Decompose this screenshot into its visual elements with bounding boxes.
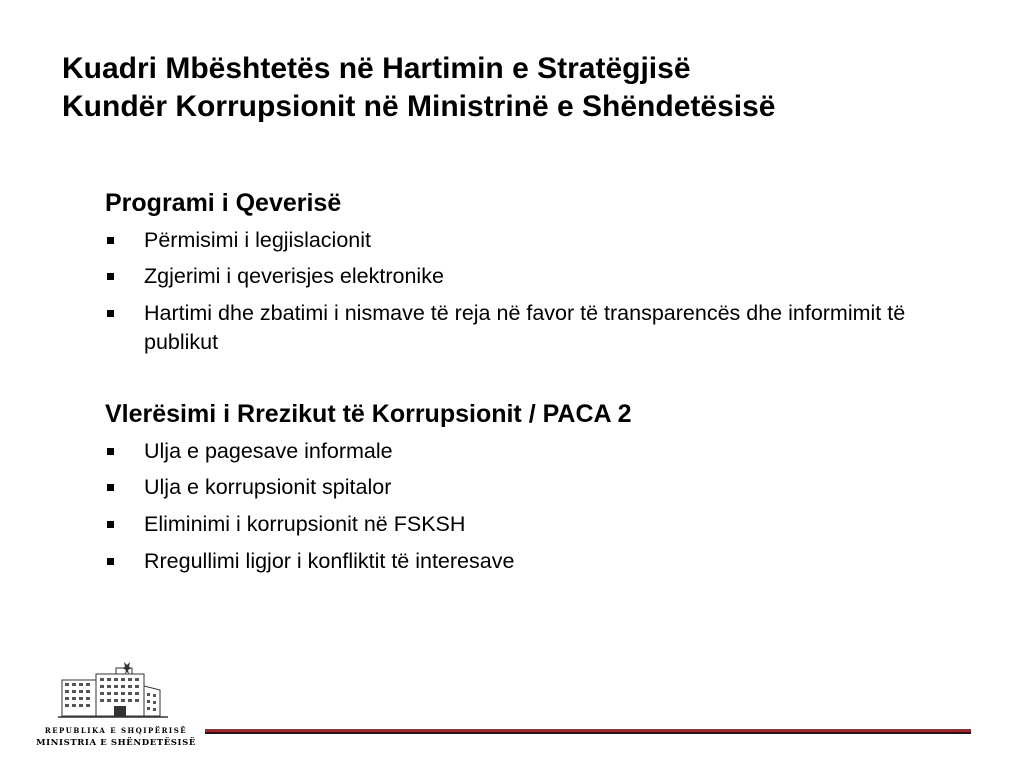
slide-content	[105, 187, 955, 583]
square-bullet-icon	[107, 558, 114, 565]
section-heading: Vlerësimi i Rrezikut të Korrupsionit / PACA 2	[105, 400, 632, 429]
list-item	[105, 262, 955, 292]
list-item-text: Zgjerimi i qeverisjes elektronike	[144, 264, 444, 289]
title-line-2: Kundër Korrupsionit në Ministrinë e Shëndetësisë	[62, 89, 776, 123]
list-item	[105, 299, 955, 358]
list-item	[105, 510, 955, 540]
list-item-text: Ulja e korrupsionit spitalor	[144, 475, 392, 500]
section-risk-assessment	[105, 398, 955, 576]
title-line-1: Kuadri Mbështetës në Hartimin e Stratëgjisë	[62, 52, 691, 85]
section-heading: Programi i Qeverisë	[105, 189, 342, 217]
list-item-text: Ulja e pagesave informale	[144, 438, 393, 463]
square-bullet-icon	[107, 237, 114, 244]
list-item-text: Hartimi dhe zbatimi i nismave të reja në favor të transparencës dhe informimit të publikut	[144, 300, 906, 355]
list-item-text: Përmisimi i legjislacionit	[144, 227, 371, 252]
square-bullet-icon	[107, 273, 114, 280]
list-item-text: Eliminimi i korrupsionit në FSKSH	[144, 511, 466, 536]
list-item	[105, 226, 955, 256]
logo-country-text: REPUBLIKA E SHQIPËRISË	[44, 726, 188, 735]
logo-ministry-text: MINISTRIA E SHËNDETËSISË	[36, 738, 196, 748]
section-government-program	[105, 187, 955, 358]
slide-title	[62, 50, 1002, 125]
list-item-text: Rregullimi ligjor i konfliktit të interesave	[144, 548, 515, 573]
bullet-list	[105, 437, 955, 577]
square-bullet-icon	[107, 310, 114, 317]
bullet-list	[105, 226, 955, 359]
ministry-logo	[36, 660, 196, 760]
list-item	[105, 473, 955, 503]
footer-divider-black	[205, 732, 971, 734]
footer-divider	[205, 729, 971, 734]
ministry-building-emblem-icon	[56, 660, 176, 724]
list-item	[105, 437, 955, 467]
square-bullet-icon	[107, 484, 114, 491]
list-item	[105, 547, 955, 577]
square-bullet-icon	[107, 448, 114, 455]
square-bullet-icon	[107, 521, 114, 528]
